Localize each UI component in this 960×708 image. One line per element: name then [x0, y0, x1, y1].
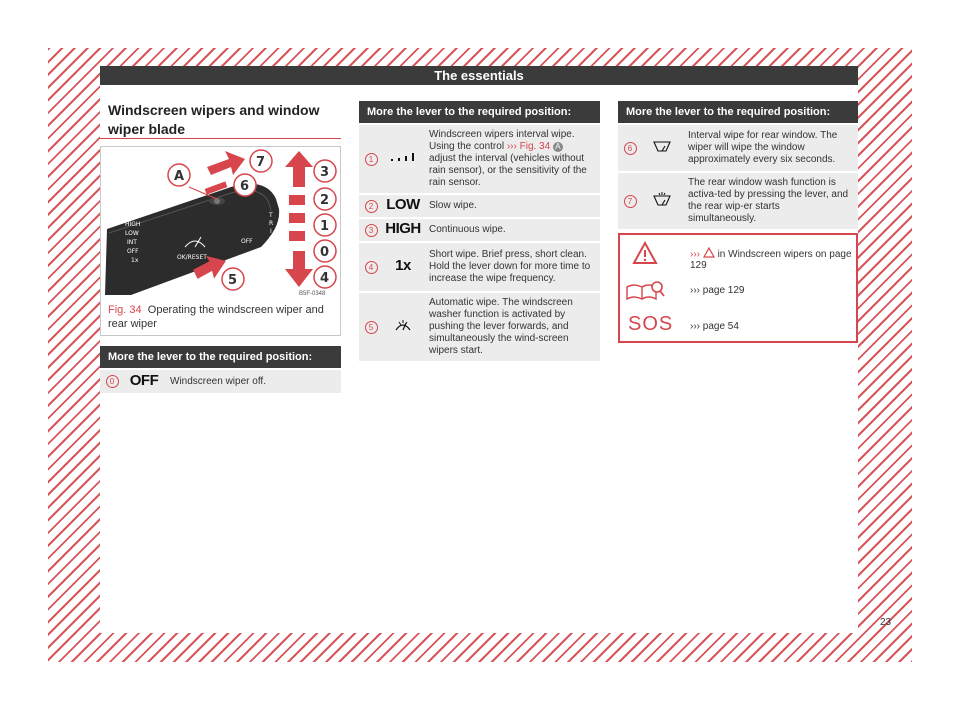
lever-label-int: INT	[127, 239, 137, 246]
position-number: 2	[365, 200, 378, 213]
lever-label-low: LOW	[125, 230, 139, 237]
lever-label-1x: 1x	[131, 257, 139, 264]
section-title: Windscreen wipers and window wiper blade	[108, 102, 320, 137]
table-row	[359, 218, 600, 242]
trip-r: R	[269, 220, 274, 227]
warning-box	[618, 233, 858, 343]
callout-7: 7	[256, 155, 266, 170]
lever-label-off-rear: OFF	[241, 238, 253, 245]
trip-i: I	[270, 228, 272, 235]
position-number: 1	[365, 153, 378, 166]
table-row	[100, 369, 341, 393]
position-number: 5	[365, 321, 378, 334]
callout-a: A	[174, 169, 185, 184]
row-text-pre: Windscreen wipers interval wipe. Using the control	[429, 129, 575, 152]
table-left	[100, 346, 341, 393]
position-number: 3	[365, 224, 378, 237]
callout-1: 1	[320, 219, 330, 234]
figure-caption	[108, 303, 338, 331]
warning-reference-text: in Windscreen wipers on page 129	[690, 249, 852, 271]
book-search-icon	[624, 279, 666, 303]
callout-5: 5	[228, 273, 238, 288]
trip-t: T	[269, 212, 273, 219]
rear-washer-icon	[653, 192, 671, 206]
table-header: More the lever to the required position:	[618, 101, 858, 124]
callout-0: 0	[320, 245, 330, 260]
table-right	[618, 101, 858, 229]
sos-reference[interactable]: ››› page 54	[690, 321, 739, 332]
figure-caption-text: Operating the windscreen wiper and rear wiper	[108, 304, 324, 330]
low-symbol: LOW	[386, 196, 420, 213]
table-row	[359, 194, 600, 218]
figure-label: Fig. 34	[108, 304, 142, 316]
page-number: 23	[880, 617, 892, 628]
callout-2: 2	[320, 193, 330, 208]
row-text: Windscreen wiper off.	[164, 369, 341, 393]
page-header: The essentials	[100, 66, 858, 85]
callout-a-marker: A	[553, 142, 563, 152]
arrow-marker: ›››	[506, 141, 517, 152]
figure-code: B5F-0348	[299, 291, 326, 297]
row-text: The rear window wash function is activa-ted by pressing the lever, and the rear wip-er starts simultaneously.	[682, 172, 858, 229]
title-rule	[100, 138, 341, 139]
washer-icon	[394, 318, 412, 332]
row-text: Automatic wipe. The windscreen washer function is activated by pushing the lever forwards, and simultaneously the wind-screen wipers start.	[423, 292, 600, 361]
row-text: Slow wipe.	[423, 194, 600, 218]
warning-small-icon	[703, 247, 715, 258]
trip-p: P	[269, 236, 273, 243]
table-header: More the lever to the required position:	[100, 346, 341, 369]
position-number: 7	[624, 195, 637, 208]
high-symbol: HIGH	[385, 220, 421, 237]
callout-4: 4	[320, 271, 330, 286]
position-number: 6	[624, 142, 637, 155]
sos-icon: SOS	[628, 313, 674, 335]
row-text	[423, 124, 600, 194]
table-header: More the lever to the required position:	[359, 101, 600, 124]
callout-6: 6	[240, 179, 250, 194]
wiper-lever-illustration	[101, 147, 340, 297]
lever-label-okreset: OK/RESET	[177, 254, 207, 261]
book-reference[interactable]: ››› page 129	[690, 285, 745, 296]
row-text: Interval wipe for rear window. The wiper will wipe the window approximately every six seconds.	[682, 124, 858, 172]
warning-triangle-icon	[632, 241, 658, 265]
position-number: 4	[365, 261, 378, 274]
lever-label-high: HIGH	[125, 221, 141, 228]
row-text: Short wipe. Brief press, short clean. Hold the lever down for more time to increase the wipe frequency.	[423, 242, 600, 292]
table-middle	[359, 101, 600, 361]
single-wipe-symbol: 1x	[395, 257, 411, 274]
position-number: 0	[106, 375, 119, 388]
callout-3: 3	[320, 165, 330, 180]
warning-reference[interactable]	[690, 247, 856, 271]
table-row	[359, 124, 600, 194]
rear-wiper-icon	[653, 140, 671, 152]
table-row	[618, 124, 858, 172]
off-symbol: OFF	[129, 371, 159, 389]
table-row	[359, 242, 600, 292]
row-text: Continuous wipe.	[423, 218, 600, 242]
figure-reference-link[interactable]: Fig. 34	[519, 141, 551, 152]
arrow-marker: ›››	[690, 249, 700, 260]
lever-label-off: OFF	[127, 248, 139, 255]
table-row	[618, 172, 858, 229]
row-text-post: adjust the interval (vehicles without rain sensor), or the sensitivity of the rain sensor.	[429, 153, 587, 188]
table-row	[359, 292, 600, 361]
interval-bars-icon	[390, 152, 416, 162]
